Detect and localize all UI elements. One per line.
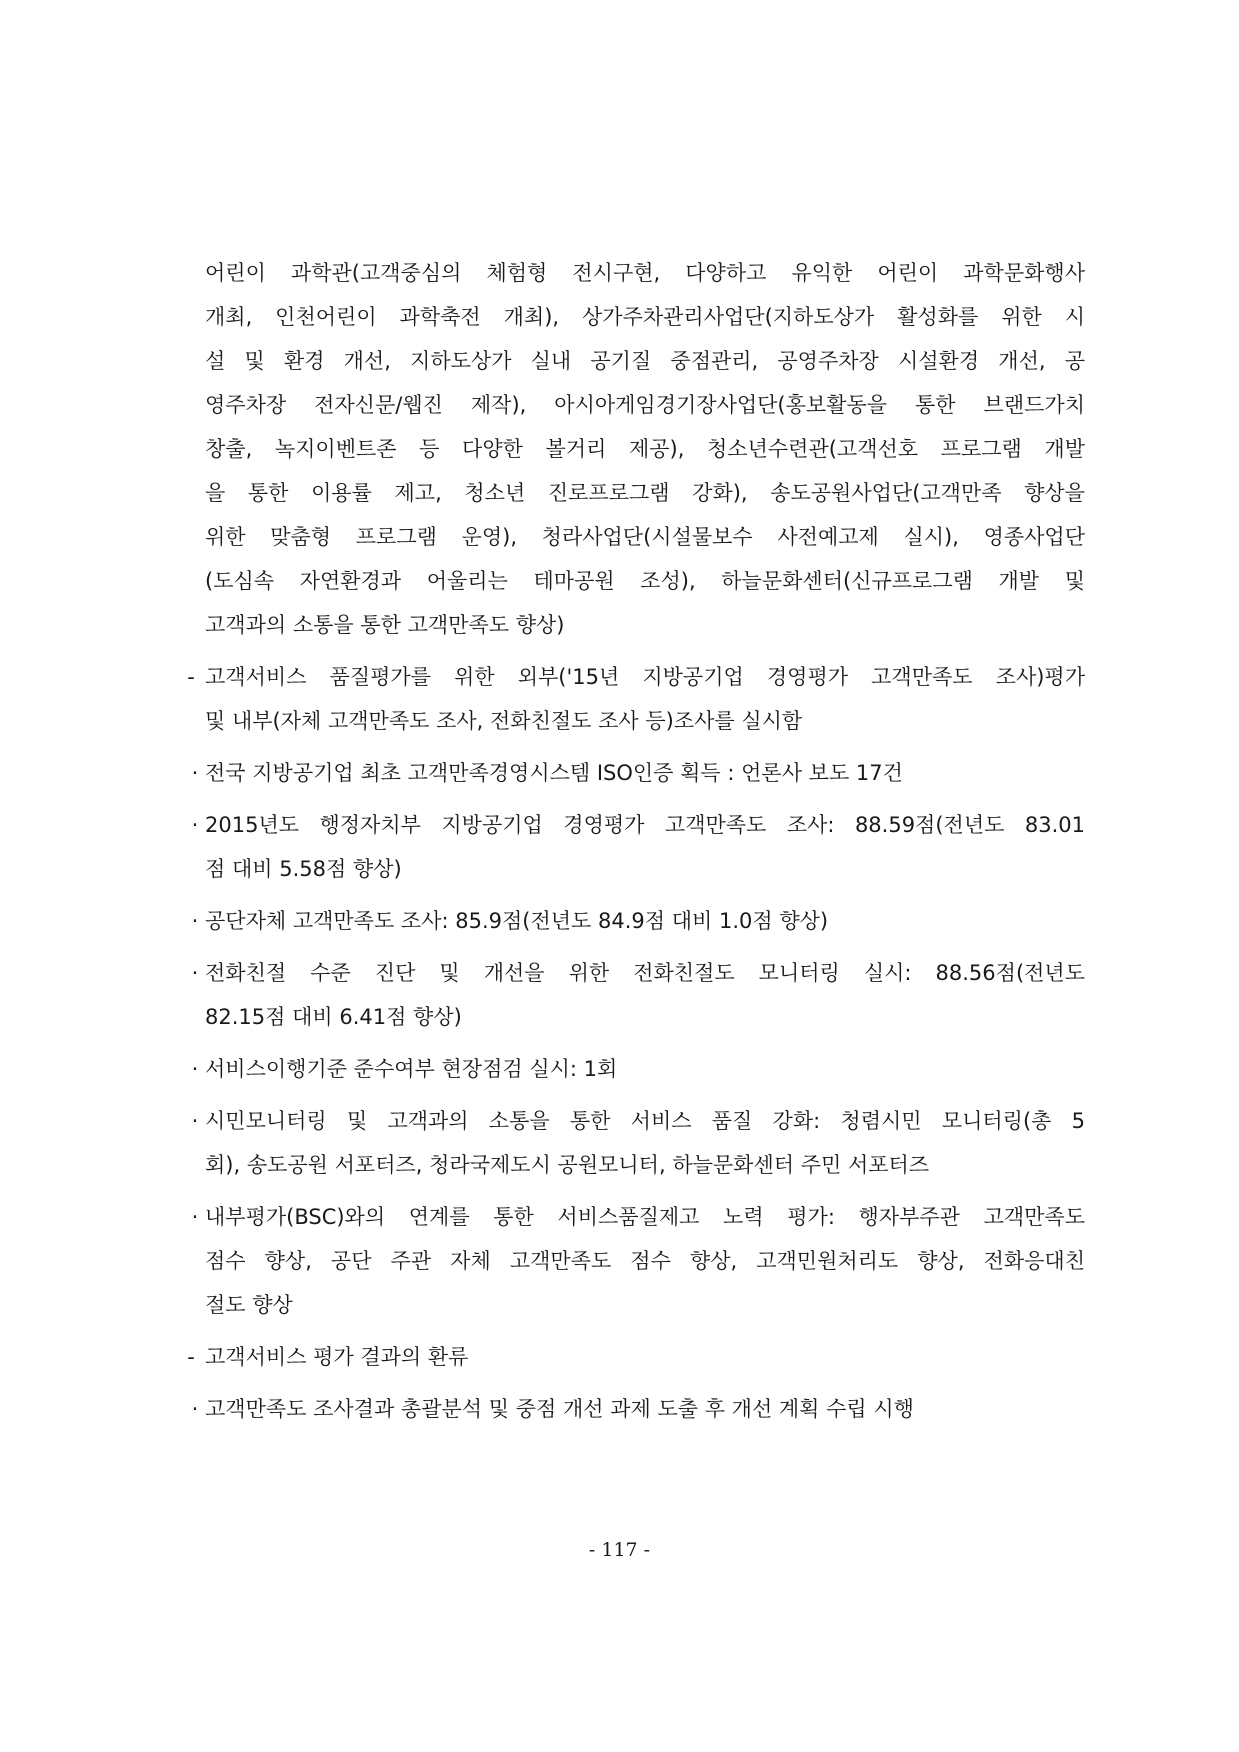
list-item-line: 전국 지방공기업 최초 고객만족경영시스템 ISO인증 획득 : 언론사 보도 17건 [205,761,903,785]
paragraph-line: 창출, 녹지이벤트존 등 다양한 볼거리 제공), 청소년수련관(고객선호 프로그램 개발 [205,437,1085,461]
list-item-line: 및 내부(자체 고객만족도 조사, 전화친절도 조사 등)조사를 실시함 [205,709,803,733]
paragraph-line: 위한 맞춤형 프로그램 운영), 청라사업단(시설물보수 사전예고제 실시), 영종사업단 [205,525,1085,549]
bullet-marker: · [191,961,199,985]
document-body [187,251,1085,1431]
bullet-marker: · [191,1109,199,1133]
dash-marker: - [187,1345,195,1369]
list-item-bullet [191,1387,1085,1431]
list-item-bullet [191,899,1085,943]
bullet-marker: · [191,909,199,933]
list-item-line: 공단자체 고객만족도 조사: 85.9점(전년도 84.9점 대비 1.0점 향상) [205,909,829,933]
list-item-bullet [191,751,1085,795]
list-item-dash [187,655,1085,743]
list-item-line: 전화친절 수준 진단 및 개선을 위한 전화친절도 모니터링 실시: 88.56점(전년도 [205,961,1085,985]
paragraph-continuation [205,251,1085,647]
list-item-line: 시민모니터링 및 고객과의 소통을 통한 서비스 품질 강화: 청렴시민 모니터링(총 5 [205,1109,1085,1133]
paragraph-line: (도심속 자연환경과 어울리는 테마공원 조성), 하늘문화센터(신규프로그램 개발 및 [205,569,1085,593]
list-item-line: 내부평가(BSC)와의 연계를 통한 서비스품질제고 노력 평가: 행자부주관 고객만족도 [205,1205,1085,1229]
list-item-bullet [191,1099,1085,1187]
list-item-line: 고객서비스 품질평가를 위한 외부('15년 지방공기업 경영평가 고객만족도 조사)평가 [205,665,1085,689]
list-item-bullet [191,803,1085,891]
paragraph-line: 고객과의 소통을 통한 고객만족도 향상) [205,613,565,637]
list-item-line: 고객서비스 평가 결과의 환류 [205,1345,469,1369]
list-item-line: 서비스이행기준 준수여부 현장점검 실시: 1회 [205,1057,618,1081]
bullet-marker: · [191,1057,199,1081]
bullet-marker: · [191,1205,199,1229]
list-item-line: 점 대비 5.58점 향상) [205,857,402,881]
paragraph-line: 어린이 과학관(고객중심의 체험형 전시구현, 다양하고 유익한 어린이 과학문화행사 [205,261,1085,285]
bullet-marker: · [191,813,199,837]
paragraph-line: 영주차장 전자신문/웹진 제작), 아시아게임경기장사업단(홍보활동을 통한 브랜드가치 [205,393,1085,417]
list-item-line: 2015년도 행정자치부 지방공기업 경영평가 고객만족도 조사: 88.59점(전년도 83.01 [205,813,1085,837]
list-item-bullet [191,951,1085,1039]
list-item-line: 회), 송도공원 서포터즈, 청라국제도시 공원모니터, 하늘문화센터 주민 서포터즈 [205,1153,930,1177]
bullet-marker: · [191,761,199,785]
list-item-line: 점수 향상, 공단 주관 자체 고객만족도 점수 향상, 고객민원처리도 향상, 전화응대친 [205,1249,1085,1273]
paragraph-line: 설 및 환경 개선, 지하도상가 실내 공기질 중점관리, 공영주차장 시설환경 개선, 공 [205,349,1085,373]
paragraph-line: 개최, 인천어린이 과학축전 개최), 상가주차관리사업단(지하도상가 활성화를 위한 시 [205,305,1085,329]
list-item-line: 절도 향상 [205,1293,293,1317]
page-number: - 117 - [588,1539,651,1561]
list-item-dash [187,1335,1085,1379]
list-item-line: 82.15점 대비 6.41점 향상) [205,1005,462,1029]
list-item-bullet [191,1195,1085,1327]
list-item-line: 고객만족도 조사결과 총괄분석 및 중점 개선 과제 도출 후 개선 계획 수립 시행 [205,1397,914,1421]
dash-marker: - [187,665,195,689]
list-item-bullet [191,1047,1085,1091]
paragraph-line: 을 통한 이용률 제고, 청소년 진로프로그램 강화), 송도공원사업단(고객만족 향상을 [205,481,1085,505]
bullet-marker: · [191,1397,199,1421]
